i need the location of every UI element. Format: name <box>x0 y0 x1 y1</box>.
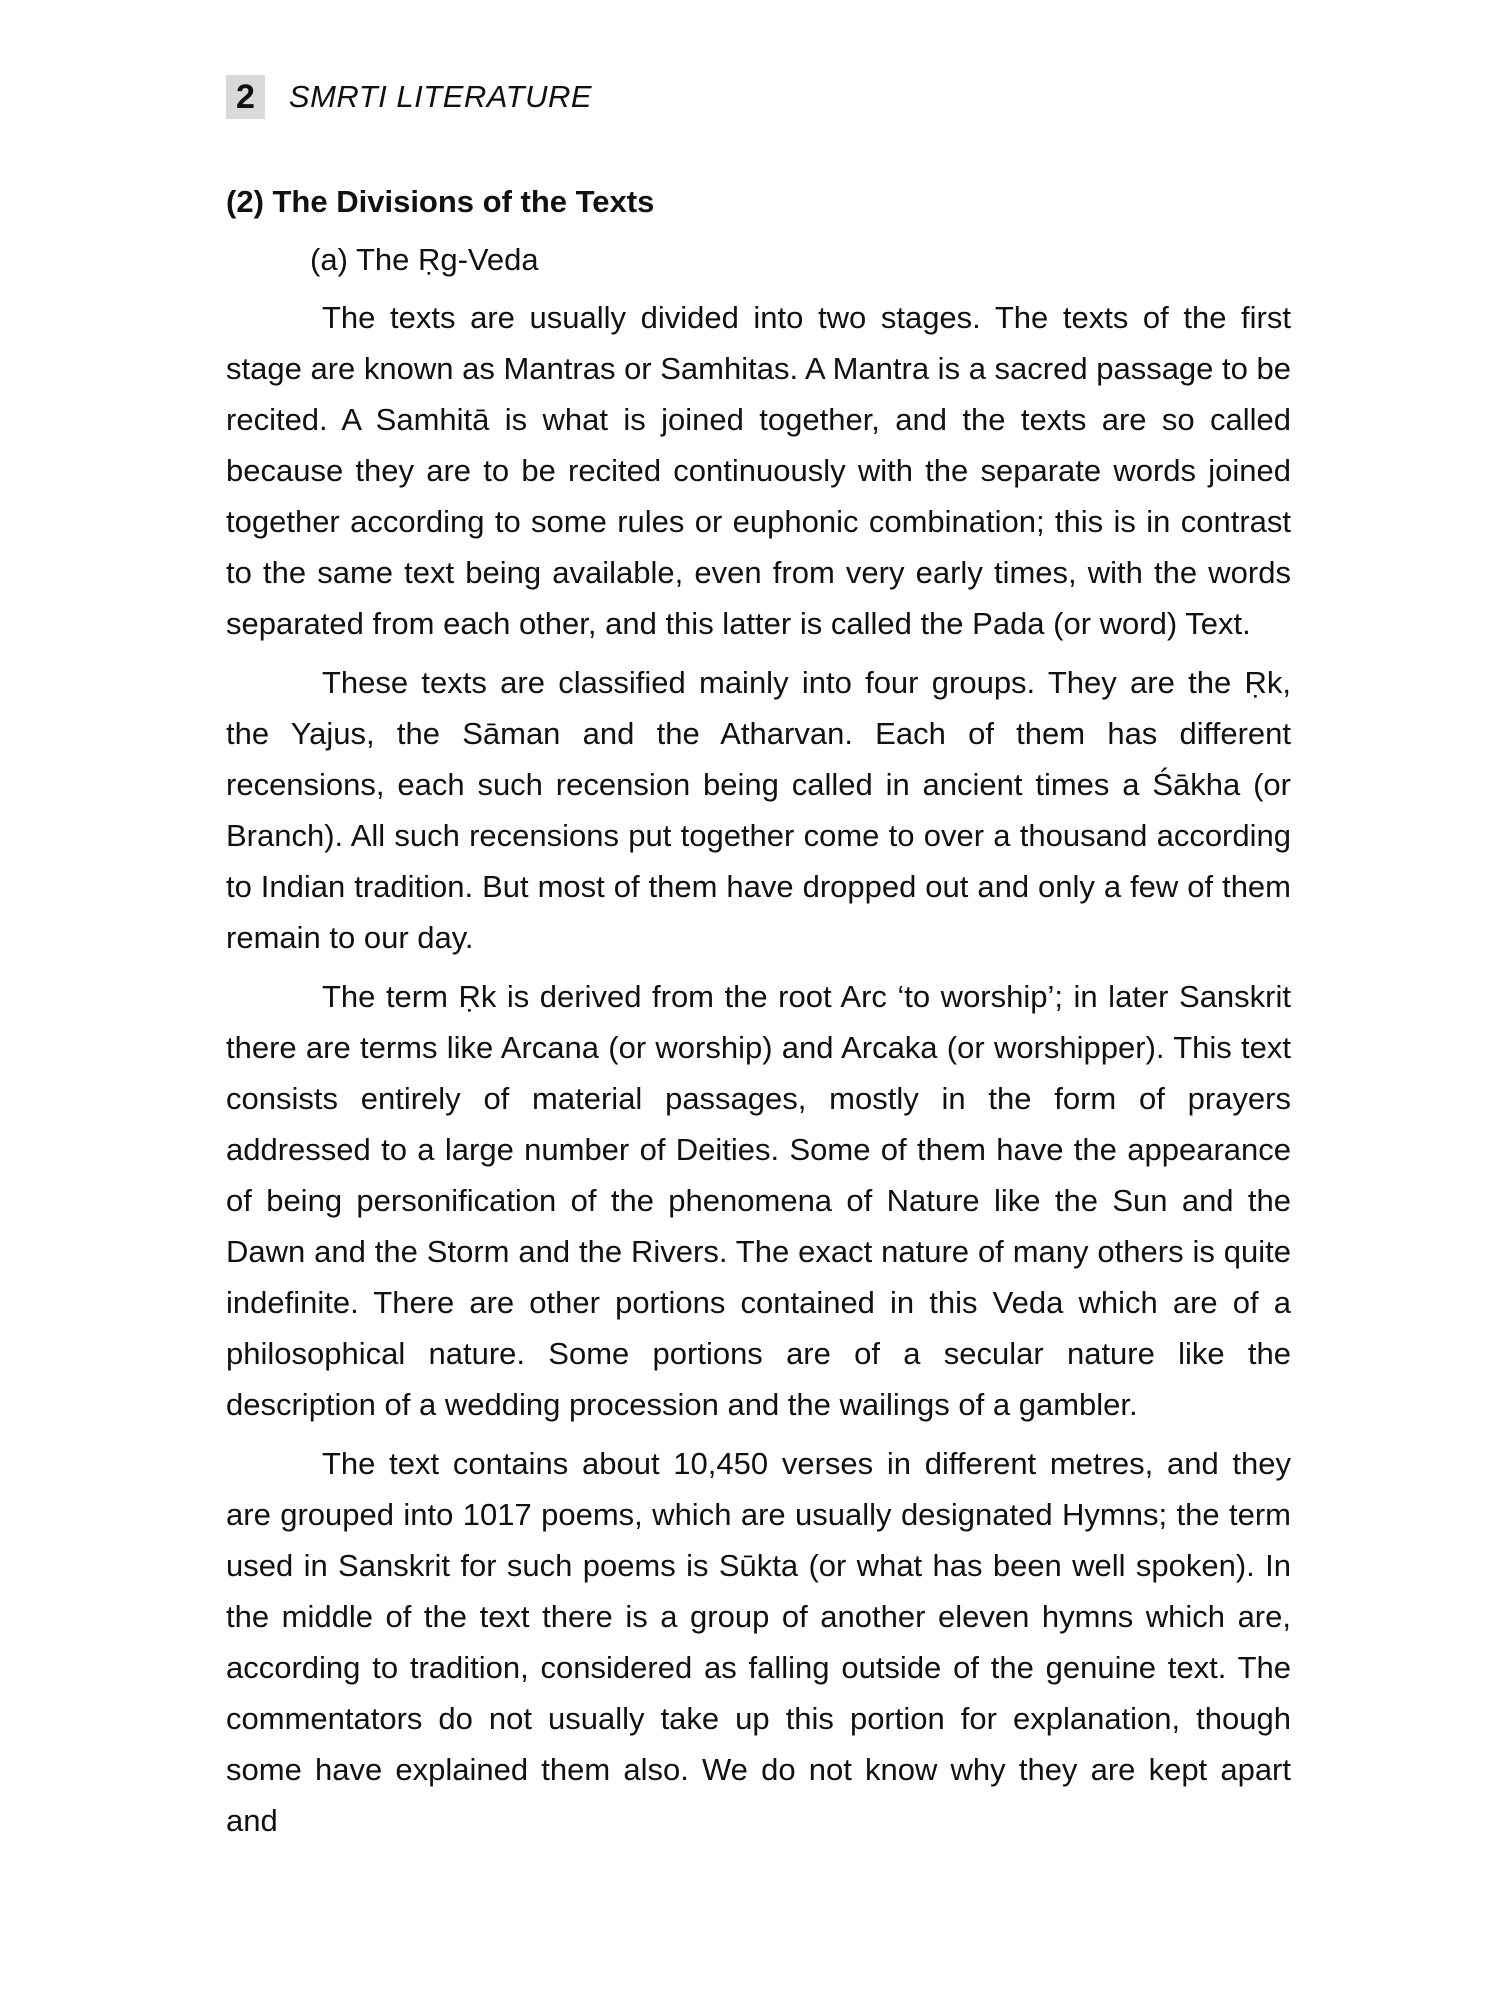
page-number: 2 <box>226 75 265 119</box>
paragraph: The texts are usually divided into two stages. The texts of the first stage are known as Mantras or Samhitas. A Mantra is a sacred passage to be recited. A Samhitā is what is joined together, and the texts are so called because they are to be recited continuously with the separate words joined together according to some rules or euphonic combination; this is in contrast to the same text being available, even from very early times, with the words separated from each other, and this latter is called the Pada (or word) Text. <box>226 300 1291 641</box>
running-head <box>226 70 1291 124</box>
section-heading: (2) The Divisions of the Texts <box>226 184 655 219</box>
running-title: SMRTI LITERATURE <box>288 79 593 114</box>
book-page <box>226 70 1291 1846</box>
subsection-heading: (a) The Ṛg-Veda <box>310 242 539 277</box>
paragraph: These texts are classified mainly into four groups. They are the Ṛk, the Yajus, the Sāman and the Atharvan. Each of them has different recensions, each such recension being called in ancient times a Śākha (or Branch). All such recensions put together come to over a thousand according to Indian tradition. But most of them have dropped out and only a few of them remain to our day. <box>226 665 1291 955</box>
body-text <box>226 292 1291 1846</box>
paragraph: The text contains about 10,450 verses in different metres, and they are grouped into 1017 poems, which are usually designated Hymns; the term used in Sanskrit for such poems is Sūkta (or what has been well spoken). In the middle of the text there is a group of another eleven hymns which are, according to tradition, considered as falling outside of the genuine text. The commentators do not usually take up this portion for explanation, though some have explained them also. We do not know why they are kept apart and <box>226 1446 1291 1838</box>
paragraph: The term Ṛk is derived from the root Arc ‘to worship’; in later Sanskrit there are terms like Arcana (or worship) and Arcaka (or worshipper). This text consists entirely of material passages, mostly in the form of prayers addressed to a large number of Deities. Some of them have the appearance of being personification of the phenomena of Nature like the Sun and the Dawn and the Storm and the Rivers. The exact nature of many others is quite indefinite. There are other portions contained in this Veda which are of a philosophical nature. Some portions are of a secular nature like the description of a wedding procession and the wailings of a gambler. <box>226 979 1291 1422</box>
